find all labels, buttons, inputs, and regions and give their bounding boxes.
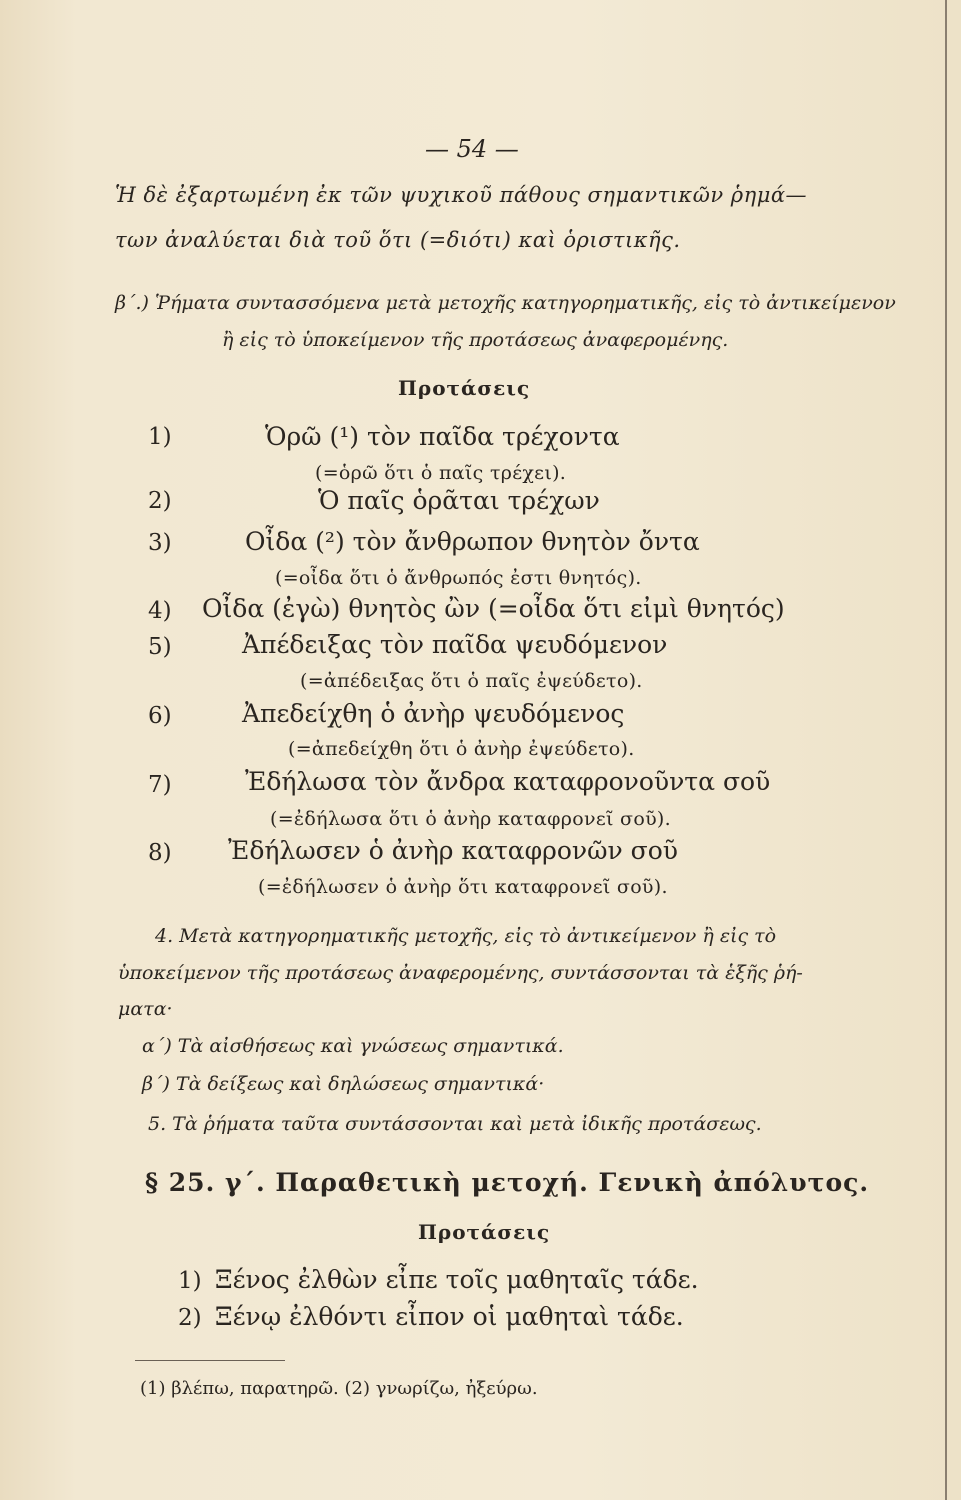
heading-protaseis-2: Προτάσεις xyxy=(418,1220,551,1244)
intro-line-2: των ἀναλύεται διὰ τοῦ ὅτι (=διότι) καὶ ὁριστικῆς. xyxy=(115,228,681,252)
sentence-number: 1) xyxy=(148,424,172,450)
sentence-paraphrase: (=ὁρῶ ὅτι ὁ παῖς τρέχει). xyxy=(315,462,567,484)
rule4-item-b: β΄) Τὰ δείξεως καὶ δηλώσεως σημαντικά· xyxy=(142,1073,545,1095)
sentence-number: 5) xyxy=(148,634,172,660)
sentence2-number: 2) xyxy=(178,1305,202,1331)
sentence-paraphrase: (=ἀπεδείχθη ὅτι ὁ ἀνὴρ ἐψεύδετο). xyxy=(288,738,635,760)
rule4-line-2: ὑποκείμενον τῆς προτάσεως ἀναφερομένης, συντάσσονται τὰ ἑξῆς ῥή- xyxy=(118,962,803,984)
sentence-number: 3) xyxy=(148,530,172,556)
sentence-text: Ἀπέδειξας τὸν παῖδα ψευδόμενον xyxy=(242,630,668,659)
sentence-number: 7) xyxy=(148,772,172,798)
sentence-paraphrase: (=ἀπέδειξας ὅτι ὁ παῖς ἐψεύδετο). xyxy=(300,670,643,692)
sentence-text: Οἶδα (ἐγὼ) θνητὸς ὢν (=οἶδα ὅτι εἰμὶ θνητός) xyxy=(202,594,785,623)
sentence-text: Οἶδα (²) τὸν ἄνθρωπον θνητὸν ὄντα xyxy=(245,527,700,556)
section-heading: § 25. γ΄. Παραθετικὴ μετοχή. Γενικὴ ἀπόλυτος. xyxy=(145,1168,870,1197)
sentence-text: Ὁρῶ (¹) τὸν παῖδα τρέχοντα xyxy=(265,422,620,451)
sentence2-text: Ξένῳ ἐλθόντι εἶπον οἱ μαθηταὶ τάδε. xyxy=(215,1302,684,1331)
rule5-text: 5. Τὰ ῥήματα ταῦτα συντάσσονται καὶ μετὰ ἰδικῆς προτάσεως. xyxy=(148,1113,762,1135)
intro-line-1: Ἡ δὲ ἐξαρτωμένη ἐκ τῶν ψυχικοῦ πάθους σημαντικῶν ῥημά— xyxy=(115,183,808,207)
sentence-text: Ὁ παῖς ὁρᾶται τρέχων xyxy=(318,486,600,515)
rule4-item-a: α΄) Τὰ αἰσθήσεως καὶ γνώσεως σημαντικά. xyxy=(142,1035,564,1057)
sentence-text: Ἀπεδείχθη ὁ ἀνὴρ ψευδόμενος xyxy=(242,699,625,728)
sentence-number: 6) xyxy=(148,703,172,729)
sentence-paraphrase: (=οἶδα ὅτι ὁ ἄνθρωπός ἐστι θνητός). xyxy=(275,567,642,589)
footnote: (1) βλέπω, παρατηρῶ. (2) γνωρίζω, ἠξεύρω. xyxy=(140,1378,538,1399)
sentence-paraphrase: (=ἐδήλωσα ὅτι ὁ ἀνὴρ καταφρονεῖ σοῦ). xyxy=(270,808,671,830)
sentence-number: 4) xyxy=(148,598,172,624)
sentence-text: Ἐδήλωσα τὸν ἄνδρα καταφρονοῦντα σοῦ xyxy=(245,767,771,796)
page-edge-line xyxy=(945,0,947,1500)
sentence-number: 8) xyxy=(148,840,172,866)
sentence2-text: Ξένος ἐλθὼν εἶπε τοῖς μαθηταῖς τάδε. xyxy=(215,1265,699,1294)
heading-protaseis: Προτάσεις xyxy=(398,376,531,400)
rule4-line-3: ματα· xyxy=(118,998,173,1020)
sentence-paraphrase: (=ἐδήλωσεν ὁ ἀνὴρ ὅτι καταφρονεῖ σοῦ). xyxy=(258,876,668,898)
sentence2-number: 1) xyxy=(178,1268,202,1294)
beta-line-1: β΄.) Ῥήματα συντασσόμενα μετὰ μετοχῆς κατηγορηματικῆς, εἰς τὸ ἀντικείμενον xyxy=(115,292,896,314)
page-number: — 54 — xyxy=(425,135,519,163)
footnote-rule xyxy=(135,1360,285,1361)
sentence-text: Ἐδήλωσεν ὁ ἀνὴρ καταφρονῶν σοῦ xyxy=(228,836,678,865)
rule4-line-1: 4. Μετὰ κατηγορηματικῆς μετοχῆς, εἰς τὸ ἀντικείμενον ἢ εἰς τὸ xyxy=(155,925,777,947)
beta-line-2: ἢ εἰς τὸ ὑποκείμενον τῆς προτάσεως ἀναφερομένης. xyxy=(222,329,729,351)
sentence-number: 2) xyxy=(148,488,172,514)
